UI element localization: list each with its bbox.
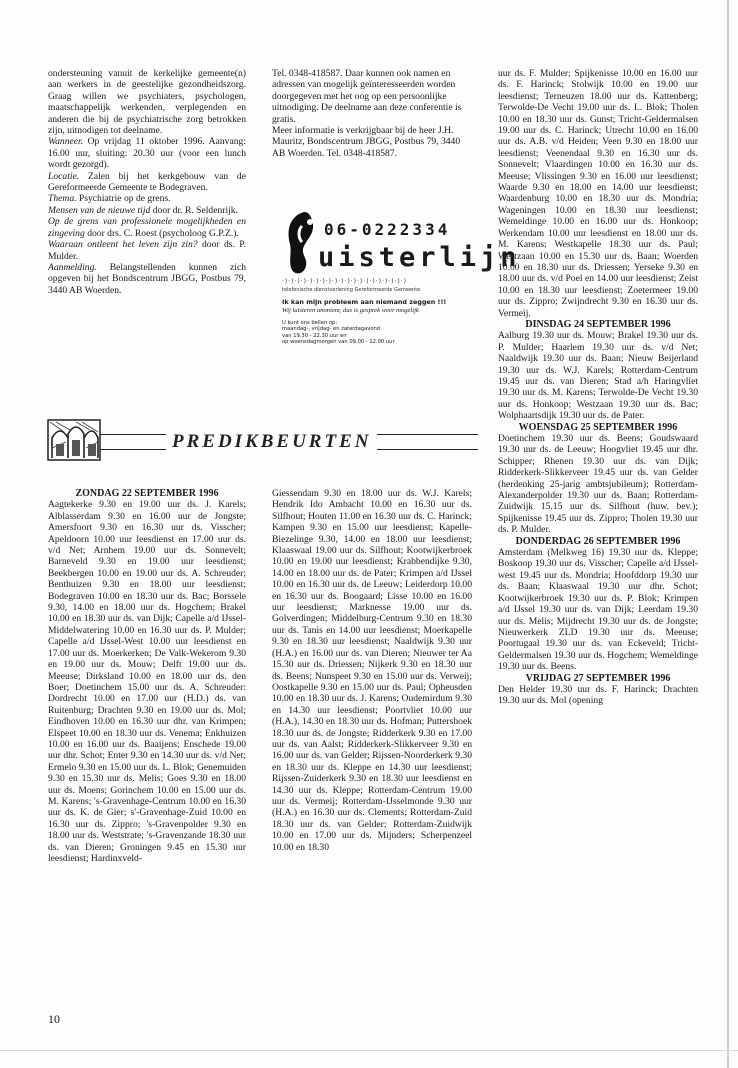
- ad-slogan: Ik kan mijn probleem aan niemand zeggen !!!: [282, 298, 447, 306]
- friday-heading: VRIJDAG 27 SEPTEMBER 1996: [525, 672, 671, 684]
- sunday-services-continued: [498, 68, 698, 707]
- scan-edge-line: [727, 0, 729, 1068]
- conference-talk-1: [48, 205, 246, 216]
- section-banner: [46, 418, 478, 462]
- conference-talk-2: [48, 216, 246, 239]
- ad-subslogan: Wij luisteren anoniem, dus is gesprek weer mogelijk: [282, 307, 419, 314]
- luisterlijn-advertisement: [282, 190, 521, 366]
- service-description: telefonische dienstverlening Gereformeerde Gemeente: [282, 287, 421, 293]
- calling-hours: U kunt ons bellen op: maandag-, vrijdag- en zaterdagavond van 19.30 - 22.30 uur en op woensdagmorgen van 09.00 - 12.00 uur: [282, 320, 395, 346]
- tuesday-heading: DINSDAG 24 SEPTEMBER 1996: [525, 318, 671, 330]
- wednesday-heading: WOENSDAG 25 SEPTEMBER 1996: [518, 421, 678, 433]
- conference-contact-text: Tel. 0348-418587. Daar kunnen ook namen en adressen van mogelijk geïnteresseerden worden doorgegeven met het oog op een persoonlijke uitnodiging. De deelname aan deze conferentie is gratis. Meer informatie is verkrijgbaar bij de heer J.H. Mauritz, Bondscentrum JBGG, Postbus 79, 3440 AB Woerden. Tel. 0348-418587.: [272, 68, 462, 159]
- conference-theme: [48, 193, 246, 204]
- sunday-services-column-2: [272, 488, 472, 853]
- sunday-services-part-2: Giessendam 9.30 en 18.00 uur ds. W.J. Karels; Hendrik Ido Ambacht 10.00 en 16.30 uur ds. Silfhout; Houten 11.00 en 16.30 uur ds. C. Harinck; Kampen 9.30 en 15.00 uur leesdienst; Kapelle-Biezelinge 9.30, 14.00 en 18.00 uur leesdienst; Klaaswaal 19.00 uur ds. Silfhout; Kootwijkerbroek 10.00 en 19.00 uur leesdienst; Krabbendijke 9.30, 14.00 en 18.00 uur ds. de Pater; Krimpen a/d IJssel 10.00 en 16.30 uur ds. de Leeuw; Leiderdorp 10.00 en 16.30 uur ds. Boogaard; Lisse 10.00 en 16.00 uur leesdienst; Marknesse 19.00 uur ds. Golverdingen; Middelburg-Centrum 9.30 en 18.30 uur ds. Tanis en 14.00 uur leesdienst; Moerkapelle 9.30 en 18.30 uur leesdienst; Naaldwijk 9.30 uur (H.A.) en 16.00 uur ds. van Dieren; Nieuwer ter Aa 15.30 uur ds. Driessen; Nijkerk 9.30 en 18.30 uur ds. Beens; Nunspeet 9.30 en 15.00 uur ds. Verweij; Oostkapelle 9.30 en 15.00 uur ds. Paul; Opheusden 10.00 en 18.30 uur ds. J. Karens; Oudemirdum 9.30 en 14.30 uur leesdienst; Poortvliet 10.00 uur (H.A.), 14.30 en 18.30 uur ds. Hofman; Puttershoek 18.30 uur ds. de Jongste; Ridderkerk 9.30 en 17.00 uur ds. van Aalst; Ridderkerk-Slikkerveer 9.30 en 16.00 uur ds. van Gelder; Rijssen-Noorderkerk 9.30 en 18.30 uur ds. Kleppe en 14.30 uur leesdienst; Rijssen-Zuiderkerk 9.30 en 18.30 uur leesdienst en 14.30 uur ds. Kleppe; Rotterdam-Centrum 19.00 uur ds. Vermeij; Rotterdam-IJsselmonde 9.30 uur (H.A.) en 16.30 uur ds. Clements; Rotterdam-Zuid 18.30 uur ds. van Gelder; Rotterdam-Zuidwijk 10.00 en 17.00 uur ds. Mijnders; Scherpenzeel 10.00 en 18.30: [272, 488, 472, 853]
- church-window-logo: [46, 418, 102, 462]
- thursday-heading: DONDERDAG 26 SEPTEMBER 1996: [515, 535, 681, 547]
- when-text: Op vrijdag 11 oktober 1996. Aanvang: 16.00 uur, sluiting: 20.30 uur (voor een lunch wordt gezorgd).: [48, 136, 246, 171]
- friday-services: Den Helder 19.30 uur ds. F. Harinck; Drachten 19.30 uur ds. Mol (opening: [498, 683, 698, 707]
- wednesday-services: Doetinchem 19.30 uur ds. Beens; Goudswaard 19.30 uur ds. de Leeuw; Hoogvliet 19.45 uur dhr. Schipper; Rhenen 19.30 uur ds. van Dijk; Ridderkerk-Slikkerveer 19.45 uur ds. van Gelder (herdenking 25-jarig ambtsjubileum); Rotterdam-Alexanderpolder 19.30 uur ds. Baan; Rotterdam-Zuidwijk 15.15 uur ds. Silfhout (huw. bev.); Spijkenisse 19.45 uur ds. Zippro; Tholen 19.30 uur ds. P. Mulder.: [498, 433, 698, 536]
- sunday-heading: ZONDAG 22 SEPTEMBER 1996: [75, 488, 219, 499]
- sunday-services-column-1: [48, 488, 246, 864]
- scan-bottom-line: [0, 1050, 738, 1051]
- talk-1-title: Mensen van de nieuwe tijd: [48, 204, 151, 216]
- talk-3-speaker: door ds. P. Mulder.: [48, 239, 246, 262]
- conference-when: [48, 136, 246, 170]
- theme-label: Thema.: [48, 193, 77, 205]
- tuesday-services: Aalburg 19.30 uur ds. Mouw; Brakel 19.30 uur ds. P. Mulder; Haarlem 19.30 uur ds. v/d Net; Naaldwijk 19.30 uur ds. Baan; Nieuw Beijerland 19.30 uur ds. W.J. Karels; Rotterdam-Centrum 19.45 uur ds. van Dieren; Stad a/h Haringvliet 19.30 uur ds. M. Karens; Terwolde-De Vecht 19.30 uur ds. Honkoop; Westzaan 19.30 uur ds. Bac; Wolphaartsdijk 19.30 uur ds. de Pater.: [498, 330, 698, 422]
- sound-wave-strip: ·)·)·)·)·)·)·)·)·)·)·)·)·)·)·)·)·)·)·)·): [282, 278, 407, 285]
- theme-text: Psychiatrie op de grens.: [78, 193, 171, 205]
- talk-3-title: Waaraan ontleent het leven zijn zin?: [48, 239, 198, 251]
- conference-intro: ondersteuning vanuit de kerkelijke gemeente(n) aan werkers in de geestelijke gezondheidszorg. Graag willen we psychiaters, psychologen, maatschappelijk werkenden, verplegenden en anderen die bij de psychiatrische zorg betrokken zijn, uitnodigen tot deelname.: [48, 68, 246, 137]
- conference-registration: [48, 262, 246, 296]
- hotline-number: 06-0222334: [324, 220, 451, 239]
- listening-ear-logo: [282, 208, 320, 278]
- talk-2-speaker: door drs. C. Roest (psycholoog G.P.Z.).: [87, 227, 239, 239]
- conference-talk-3: [48, 239, 246, 262]
- registration-text: Belangstellenden kunnen zich opgeven bij het Bondscentrum JBGG, Postbus 79, 3440 AB Woerden.: [48, 261, 246, 296]
- talk-2-title: Op de grens van professionele mogelijkheden en zingeving: [48, 216, 246, 239]
- sunday-services-continued-text: uur ds. F. Mulder; Spijkenisse 10.00 en 16.00 uur ds. F. Harinck; Stolwijk 10.00 en 19.00 uur leesdienst; Terneuzen 18.00 uur ds. Kattenberg; Terwolde-De Vecht 19.00 uur ds. L. Blok; Tholen 10.00 en 18.30 uur ds. Gunst; Tricht-Geldermalsen 19.00 uur ds. C. Harinck; Utrecht 10.00 en 16.00 uur ds. A.B. v/d Heiden; Veen 9.30 en 18.00 uur leesdienst; Veenendaal 9.30 en 16.30 uur ds. Sonnevelt; Vlaardingen 10.00 en 16.30 uur ds. Meeuse; Vlissingen 9.30 en 16.00 uur leesdienst; Waarde 9.30 en 18.00 en 14.00 uur leesdienst; Waardenburg 10.00 en 18.30 uur ds. Mondria; Wageningen 10.00 en 18.30 uur leesdienst; Wemeldinge 10.00 en 16.00 uur ds. Honkoop; Werkendam 10.00 uur leesdienst en 18.00 uur ds. M. Karens; Westkapelle 18.30 uur ds. Paul; Westzaan 10.00 en 15.30 uur ds. Baan; Woerden 10.00 en 18.30 uur ds. Driessen; Yerseke 9.30 en 18.00 uur ds. v/d Poel en 14.00 uur leesdienst; Zeist 10.00 en 18.30 uur leesdienst; Zoetermeer 19.00 uur ds. Zippro; Zwijndrecht 9.30 en 16.30 uur ds. Vermeij.: [498, 68, 698, 319]
- hotline-brand: uisterlijn: [318, 242, 521, 273]
- registration-label: Aanmelding.: [48, 261, 97, 273]
- location-text: Zalen bij het kerkgebouw van de Gereformeerde Gemeente te Bodegraven.: [48, 170, 246, 194]
- thursday-services: Amsterdam (Melkweg 16) 19.30 uur ds. Kleppe; Boskoop 19.30 uur ds. Visscher; Capelle a/d IJssel-west 19.45 uur ds. Mondria; Hoofddorp 19.30 uur ds. Baan; Klaaswaal 19.30 uur dhr. Schot; Kootwijkerbroek 19.30 uur ds. P. Blok; Krimpen a/d IJssel 19.30 uur ds. van Dijk; Leerdam 19.30 uur ds. Melis; Mijdrecht 19.30 uur ds. de Jongste; Nieuwerkerk ZLD 19.30 uur ds. Meeuse; Poortugaal 19.30 uur ds. van Eckeveld; Tricht-Geldermalsen 19.30 uur ds. Hogchem; Wemeldinge 19.30 uur ds. Beens.: [498, 547, 698, 673]
- section-title: PREDIKBEURTEN: [166, 431, 377, 453]
- sunday-services-part-1: Aagtekerke 9.30 en 19.00 uur ds. J. Karels; Alblasserdam 9.30 en 16.00 uur de Jongste; Amersfoort 9.30 en 16.30 uur ds. Visscher; Apeldoorn 10.00 uur leesdienst en 17.00 uur ds. v/d Net; Arnhem 19.00 uur ds. Sonnevelt; Barneveld 9.30 en 19.00 uur leesdienst; Beekbergen 10.00 en 19.00 uur ds. A. Schreuder; Benthuizen 9.30 en 18.00 uur leesdienst; Bodegraven 10.00 en 18.30 uur ds. Bac; Borssele 9.30, 14.00 en 18.00 uur ds. Hogchem; Brakel 10.00 en 18.30 uur ds. van Dijk; Capelle a/d IJssel-Middelwatering 10.00 en 16.30 uur ds. P. Mulder; Capelle a/d IJssel-West 10.00 uur leesdienst en 17.00 uur ds. Moerkerken; De Valk-Wekerom 9.30 en 19.00 uur ds. Mouw; Delft 19.00 uur ds. Meeuse; Dirksland 10.00 en 18.00 uur ds. den Boer; Doetinchem 15.00 uur ds. A. Schreuder: Dordrecht 10.00 en 17.00 uur (H.D.) ds. van Ruitenburg; Drachten 9.30 en 19.00 uur ds. Mol; Eindhoven 10.00 en 16.30 uur dhr. van Krimpen; Elspeet 10.00 en 18.30 uur ds. Venema; Enkhuizen 10.00 en 16.00 uur ds. Baaijens; Enschede 19.00 uur dhr. Schot; Enter 9.30 en 14.30 uur ds. v/d Net; Ermelo 9.30 en 15.00 uur ds. L. Blok; Genemuiden 9.30 en 15.30 uur ds. Melis; Goes 9.30 en 18.00 uur ds. Moens; Gorinchem 10.00 en 15.00 uur ds. M. Karens; 's-Gravenhage-Centrum 10.00 en 16.30 uur ds. K. de Gier; s'-Gravenhage-Zuid 10.00 en 16.30 uur ds. Zippro; 's-Gravenpolder 9.30 en 18.00 uur ds. Weststrate; 's-Gravenzande 18.30 uur ds. van Dieren; Groningen 9.45 en 15.30 uur leesdienst; Hardinxveld-: [48, 499, 246, 864]
- talk-1-speaker: door dr. R. Seldenrijk.: [152, 204, 238, 216]
- location-label: Locatie.: [48, 170, 80, 182]
- conference-location: [48, 171, 246, 194]
- page-number: 10: [48, 1012, 60, 1026]
- when-label: Wanneer.: [48, 136, 84, 148]
- conference-column: [48, 68, 246, 296]
